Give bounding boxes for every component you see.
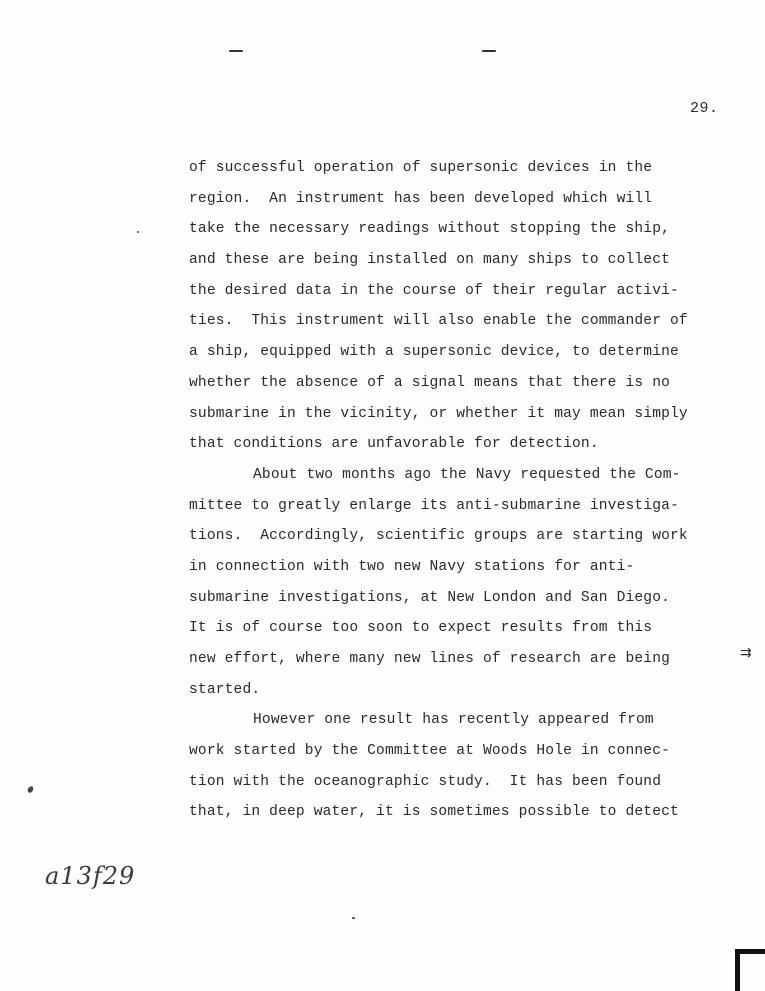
text-line: that, in deep water, it is sometimes possible to detect	[189, 804, 679, 821]
ink-speck	[137, 231, 139, 233]
text-line: take the necessary readings without stopping the ship,	[189, 221, 671, 238]
scan-corner-mark	[735, 949, 765, 991]
text-line: It is of course too soon to expect results from this	[189, 620, 653, 637]
text-line: that conditions are unfavorable for detection.	[189, 436, 599, 453]
text-line: the desired data in the course of their regular activi-	[189, 282, 679, 299]
text-line: started.	[189, 681, 261, 698]
text-line: submarine investigations, at New London and San Diego.	[189, 589, 671, 606]
text-line: in connection with two new Navy stations for anti-	[189, 558, 635, 575]
text-line: About two months ago the Navy requested the Com-	[253, 466, 681, 483]
text-line: tions. Accordingly, scientific groups are starting work	[189, 528, 688, 545]
text-line: a ship, equipped with a supersonic device, to determine	[189, 344, 679, 361]
text-line: mittee to greatly enlarge its anti-submarine investiga-	[189, 497, 679, 514]
handwritten-archive-note: a13f29	[45, 862, 136, 890]
text-line: work started by the Committee at Woods Hole in connec-	[189, 743, 671, 760]
binding-mark-left	[229, 50, 243, 52]
margin-arrow-mark: ⇉	[740, 645, 752, 661]
text-line: ties. This instrument will also enable the commander of	[189, 313, 688, 330]
text-line: whether the absence of a signal means that there is no	[189, 374, 671, 391]
text-line: and these are being installed on many ships to collect	[189, 252, 671, 269]
text-line: However one result has recently appeared from	[253, 712, 654, 729]
ink-speck	[352, 917, 355, 919]
text-line: region. An instrument has been developed which will	[189, 190, 653, 207]
body-text	[189, 157, 719, 832]
page-number: 29.	[690, 100, 719, 117]
text-line: tion with the oceanographic study. It has been found	[189, 773, 662, 790]
text-line: new effort, where many new lines of research are being	[189, 651, 671, 667]
text-line: of successful operation of supersonic devices in the	[189, 160, 653, 176]
ink-speck	[27, 785, 35, 794]
binding-mark-right	[482, 50, 496, 52]
text-line: submarine in the vicinity, or whether it may mean simply	[189, 405, 688, 422]
